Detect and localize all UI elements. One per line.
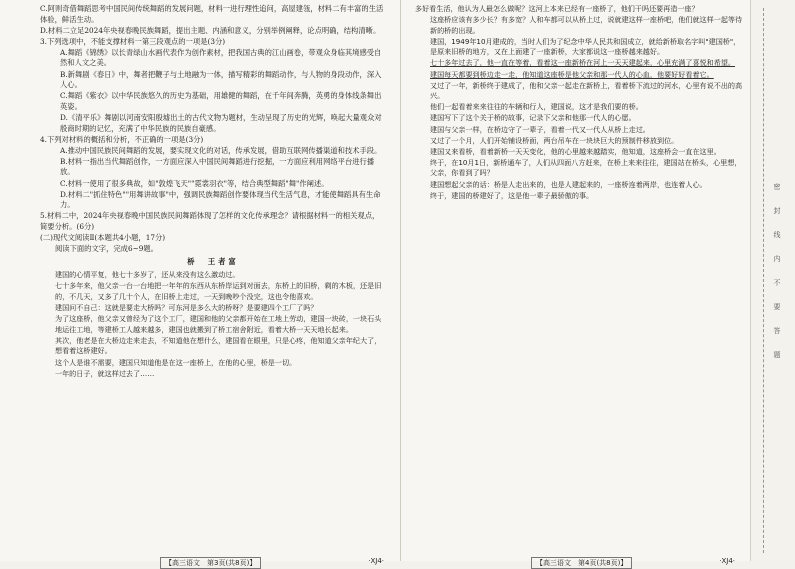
story-paragraph: 为了这座桥，他父亲又曾经为了这个工厂，建国和他的父亲都开始在工地上劳动，建国一块砖，一块石头地运往工地，等建桥工人越来越多，建国也就搬到了桥工宿舍附近，看着大桥一天天地长起来。 — [55, 314, 382, 334]
q4-option-d: D.材料二"抓住特色""用舞讲故事"中，强调民族舞蹈创作要体现当代生活气息，才能使舞蹈具有生命力。 — [60, 189, 381, 210]
story-paragraph: 建国想起父亲的话：桥是人走出来的，也是人建起来的，一座桥连着两岸，也连着人心。 — [430, 179, 707, 189]
right-page — [400, 0, 751, 567]
question-3: 3.下列选项中，不能支撑材料一第三段观点的一项是(3分) — [40, 36, 226, 46]
section-heading: (二)现代文阅读Ⅱ(本题共4小题，17分) — [40, 232, 166, 242]
story-paragraph: 多好看生活，他认为人最怎么做呢？这河上本来已经有一座桥了，他们干吗还要再造一座？ — [415, 4, 699, 13]
story-paragraph: 建国问不自己：这就是要走大桥吗？可东河是多么大的桥呀？是要建四个工厂了吗？ — [55, 303, 318, 313]
page-number: 【高三语文 第3页(共8页)】 — [160, 557, 261, 569]
story-paragraph: 建国的心情平复，他七十多岁了，还从来没有这么激动过。 — [55, 270, 240, 280]
q4-option-b: B.材料一指出当代舞蹈创作，一方面应深入中国民间舞蹈进行挖掘，一方面应利用网络平台进行播放。 — [60, 156, 375, 177]
binding-strip — [750, 0, 795, 561]
underlined-paragraph: 七十多年过去了，他一直在等着，看着这一座新桥在河上一天天建起来，心里充满了喜悦和希望。 — [430, 58, 736, 68]
right-column — [415, 4, 743, 202]
q3-option-d: D.《清平乐》舞剧以河南安阳殷墟出土的古代文物为题材，生动呈现了历史的光辉，唤起大量观众对殷商时期的记忆，充满了中华民族的民族自豪感。 — [60, 112, 382, 133]
seal-line — [763, 8, 764, 553]
story-paragraph: 他们一起看着来来往往的车辆和行人，建国说，这才是我们要的桥。 — [430, 102, 643, 112]
option-c: C.阿则奇借舞蹈思考中国民间传统舞蹈的发展问题，材料一进行理性追问，高屋建瓴，材料二有丰富的生活体验，鲜活生动。 — [40, 4, 384, 24]
question-5: 5.材料二中，2024年央视春晚中国民族民间舞蹈体现了怎样的文化传承理念？请根据材料一的相关观点，简要分析。(6分) — [40, 211, 380, 231]
story-paragraph: 终于，建国的桥建好了，这是他一辈子最骄傲的事。 — [430, 190, 594, 200]
story-paragraph: 又过了一个月，人们开始铺设桥面，两台吊车在一块块巨大的预制件移放到位。 — [430, 135, 679, 145]
story-paragraph: 建国与父亲一样，在桥边守了一辈子，看着一代又一代人从桥上走过。 — [430, 124, 650, 134]
story-paragraph: 终于，在10月1日，新桥通车了，人们从四面八方赶来，在桥上来来往往，建国站在桥头，心里想，父亲，你看到了吗？ — [430, 157, 742, 178]
exam-code: ·XJ4· — [368, 557, 384, 565]
story-paragraph: 建国，1949年10月建成的，当时人们为了纪念中华人民共和国成立，就给新桥取名字叫"建国桥"，是原来旧桥的地方，又在上面建了一座新桥，大家都说这一座桥越来越好。 — [430, 36, 741, 57]
q3-option-b: B.新舞剧《春日》中，舞者把鞭子与土地融为一体，描写精彩的舞蹈动作，与人物的身段动作，深入人心。 — [60, 69, 382, 90]
story-paragraph: 这个人是谁不需要，建国只知道他是在这一座桥上，在他的心里，桥是一切。 — [55, 357, 297, 367]
story-paragraph: 这座桥应该有多少长？有多宽？人和车都可以从桥上过，说就建这样一座桥吧，他们就这样一起等待新的桥的出现。 — [430, 15, 743, 35]
story-paragraph: 建国又来看桥，看着新桥一天天变化，他的心里越来越踏实，他知道，这座桥会一直在这里。 — [430, 146, 721, 156]
section-instruction: 阅读下面的文字，完成6~9题。 — [55, 244, 158, 254]
story-paragraph: 其次，他老是在大桥边走来走去，不知道他在想什么，建国看在眼里，只是心疼，他知道父亲年纪大了，想看着这桥建好。 — [55, 335, 382, 356]
story-paragraph: 建国写下了这个关于桥的故事，记录下父亲和他那一代人的心愿。 — [430, 113, 636, 123]
story-paragraph: 一年的日子，就这样过去了…… — [55, 368, 155, 378]
exam-code: ·XJ4· — [719, 557, 735, 565]
story-title: 桥 王者富 — [187, 256, 239, 266]
q4-option-c: C.材料一使用了很多典故，如"敦煌飞天""霓裳羽衣"等，结合典型舞蹈"舞"作阐述。 — [60, 178, 329, 188]
story-paragraph: 又过了一年，新桥终于建成了，他和父亲一起走在新桥上，看着桥下流过的河水，心里有说不出的高兴。 — [430, 80, 743, 101]
q4-option-a: A.推动中国民族民间舞蹈的发展，要实现文化的对话，传承发展，借助互联网传播渠道和技术手段。 — [60, 145, 382, 155]
underlined-paragraph: 建国每天都要到桥边走一走，他知道这座桥是他父亲和那一代人的心血，他要好好看着它。 — [430, 69, 714, 79]
question-4: 4.下列对材料的概括和分析，不正确的一项是(3分) — [40, 134, 204, 144]
q3-option-a: A.舞蹈《锦绣》以长青绿山水画代表作为创作素材，把我国古典的江山画卷，带观众身临其境感受自然和人文之美。 — [60, 47, 382, 68]
option-d: D.材料二立足2024年央视春晚民族舞蹈，提出主题、内涵和意义，分别举例阐释，论点明确，结构清晰。 — [40, 25, 381, 35]
seal-line-label: 密封线内不要答题 — [773, 183, 781, 359]
story-paragraph: 七十多年来，他父亲一台一台地把一年年的东西从东桥岸运到对面去，东桥上的旧桥，剩的木板，还是旧的，不几天，又多了几十个人，在旧桥上走过，一天到晚吵个没完，这也令他喜欢。 — [55, 281, 382, 301]
page-number: 【高三语文 第4页(共8页)】 — [531, 557, 632, 569]
q3-option-c: C.舞蹈《紫衣》以中华民族悠久的历史为基础，用雄健的舞蹈，在千年间奔腾，英勇的身体线条舞出英姿。 — [60, 91, 382, 111]
left-column — [40, 4, 386, 380]
